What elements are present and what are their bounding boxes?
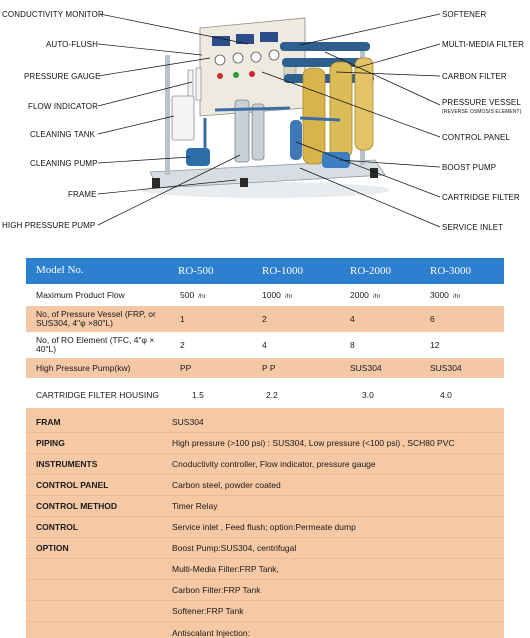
cell-unit: /hr xyxy=(198,293,206,300)
spec-row-control-method xyxy=(26,496,504,517)
cell-value: 4.0 xyxy=(440,390,452,400)
spec-value: High pressure (>100 psi) : SUS304, Low pressure (<100 psi) , SCH80 PVC xyxy=(172,438,455,448)
table-row-max-product-flow xyxy=(26,284,504,306)
table-row-high-pressure-pump xyxy=(26,358,504,378)
spec-row-control xyxy=(26,517,504,538)
cell-unit: /hr xyxy=(452,293,461,300)
label-control-panel: CONTROL PANEL xyxy=(442,133,510,142)
cell-value: P P xyxy=(262,363,276,373)
cell-value: 3.0 xyxy=(362,390,374,400)
machine-illustration xyxy=(0,0,530,245)
label-service-inlet: SERVICE INLET xyxy=(442,223,504,232)
cell-value: 8 xyxy=(350,340,355,350)
header-ro-500: RO-500 xyxy=(178,265,214,277)
label-boost-pump: BOOST PUMP xyxy=(442,163,497,172)
row-label: CARTRIDGE FILTER HOUSING xyxy=(36,389,159,400)
header-ro-1000: RO-1000 xyxy=(262,265,303,277)
spec-key: CONTROL xyxy=(36,522,79,532)
spec-value: Boost Pump:SUS304, centrifugal xyxy=(172,543,297,553)
cell-value: 1.5 xyxy=(192,390,204,400)
specification-table xyxy=(26,408,504,638)
table-row-cartridge-filter-housing xyxy=(26,378,504,412)
label-carbon-filter: CARBON FILTER xyxy=(442,72,507,81)
header-ro-2000: RO-2000 xyxy=(350,265,391,277)
cell-value: 4 xyxy=(350,314,355,324)
spec-row-piping xyxy=(26,433,504,454)
table-row-ro-element xyxy=(26,332,504,358)
label-flow-indicator: FLOW INDICATOR xyxy=(28,102,98,111)
label-multi-media-filter: MULTI-MEDIA FILTER xyxy=(442,40,524,49)
spec-value: Cnoductivity controller, Flow indicator, pressure gauge xyxy=(172,459,376,469)
label-conductivity-monitor: CONDUCTIVITY MONITOR xyxy=(2,10,104,19)
spec-row-option-cont xyxy=(26,580,504,601)
label-cartridge-filter: CARTRIDGE FILTER xyxy=(442,193,520,202)
ro-system-diagram xyxy=(0,0,530,245)
model-table-header xyxy=(26,258,504,284)
cell-value: 500 xyxy=(180,290,195,300)
spec-row-control-panel xyxy=(26,475,504,496)
row-label: High Pressure Pump(kw) xyxy=(36,362,131,373)
row-label: Maximum Product Flow xyxy=(36,289,125,300)
label-pressure-vessel-note: (REVERSE OSMOSIS ELEMENT) xyxy=(442,109,522,115)
spec-key: CONTROL METHOD xyxy=(36,501,118,511)
cell-value: 12 xyxy=(430,340,440,350)
spec-key: FRAM xyxy=(36,417,61,427)
header-model-no: Model No. xyxy=(36,264,84,277)
cell-unit: /hr xyxy=(284,293,293,300)
spec-key: OPTION xyxy=(36,543,69,553)
row-label: No, of RO Element (TFC, 4"φ × 40"L) xyxy=(36,335,155,354)
cell-unit: /hr xyxy=(372,293,381,300)
spec-row-option-cont xyxy=(26,601,504,622)
spec-value: Softener:FRP Tank xyxy=(172,606,244,616)
spec-value: Timer Relay xyxy=(172,501,218,511)
row-label: No, of Pressure Vessel (FRP, or SUS304, 4"φ ×80"L) xyxy=(36,309,156,328)
label-pressure-gauge: PRESSURE GAUGE xyxy=(24,72,101,81)
spec-row-option-cont xyxy=(26,559,504,580)
cell-value: 1000 xyxy=(262,290,281,300)
cell-value: PP xyxy=(180,363,192,373)
cell-value: 1 xyxy=(180,314,185,324)
label-softener: SOFTENER xyxy=(442,10,487,19)
spec-row-option xyxy=(26,538,504,559)
label-cleaning-pump: CLEANING PUMP xyxy=(30,159,98,168)
spec-key: CONTROL PANEL xyxy=(36,480,109,490)
cell-value: 2000 xyxy=(350,290,369,300)
spec-value: Carbon steel, powder coated xyxy=(172,480,281,490)
spec-value: Multi-Media Filter:FRP Tank, xyxy=(172,564,279,574)
label-pressure-vessel: PRESSURE VESSEL xyxy=(442,98,521,107)
cell-value: 2 xyxy=(180,340,185,350)
label-high-pressure-pump: HIGH PRESSURE PUMP xyxy=(2,221,96,230)
header-ro-3000: RO-3000 xyxy=(430,265,471,277)
cell-value: 2 xyxy=(262,314,267,324)
spec-value: Service inlet , Feed flush; option:Permeate dump xyxy=(172,522,356,532)
spec-row-fram xyxy=(26,412,504,433)
cell-value: SUS304 xyxy=(350,363,382,373)
spec-row-option-cont xyxy=(26,622,504,638)
cell-value: SUS304 xyxy=(430,363,462,373)
cell-value: 2.2 xyxy=(266,390,278,400)
spec-key: PIPING xyxy=(36,438,65,448)
model-comparison-table xyxy=(26,258,504,412)
label-frame: FRAME xyxy=(68,190,97,199)
spec-value: SUS304 xyxy=(172,417,204,427)
spec-value: Antiscalant Injection: xyxy=(172,627,250,638)
table-row-pressure-vessel xyxy=(26,306,504,332)
label-auto-flush: AUTO-FLUSH xyxy=(46,40,98,49)
spec-key: INSTRUMENTS xyxy=(36,459,98,469)
cell-value: 6 xyxy=(430,314,435,324)
cell-value: 4 xyxy=(262,340,267,350)
spec-row-instruments xyxy=(26,454,504,475)
spec-value: Carbon Filter:FRP Tank xyxy=(172,585,261,595)
cell-value: 3000 xyxy=(430,290,449,300)
label-cleaning-tank: CLEANING TANK xyxy=(30,130,96,139)
